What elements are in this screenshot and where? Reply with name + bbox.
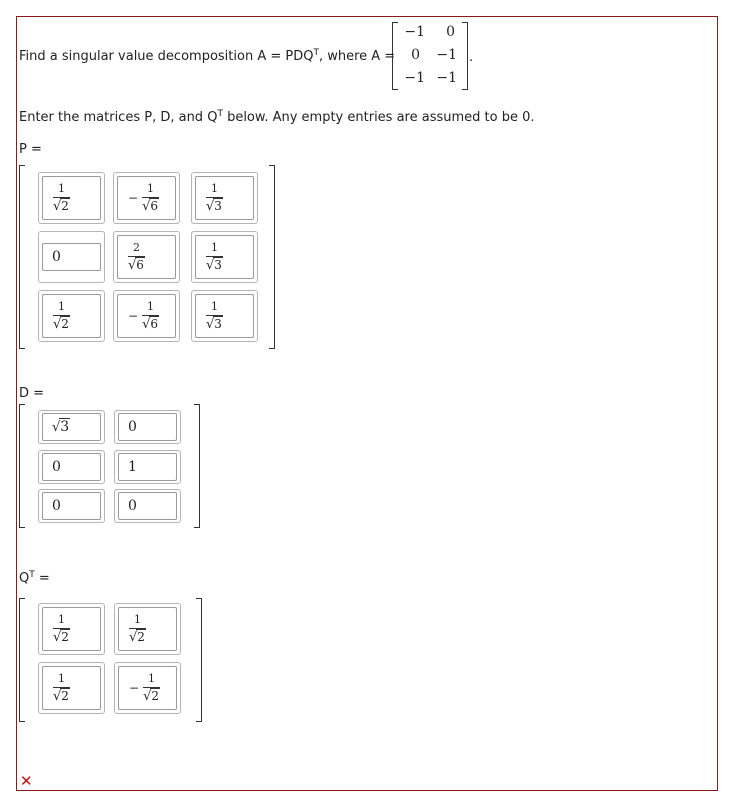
fraction-numerator: 1: [57, 300, 65, 313]
fraction: [142, 182, 159, 214]
A-cell: −1: [436, 70, 457, 86]
D-entry-input[interactable]: [38, 410, 105, 444]
label-Q-sup: T: [29, 570, 35, 580]
D-entry-field[interactable]: [42, 453, 101, 481]
fraction-numerator: 1: [148, 672, 156, 685]
sqrt-symbol: √: [128, 258, 137, 273]
fraction-denominator: [142, 317, 159, 332]
sqrt-symbol: √: [206, 199, 215, 214]
P-entry-input[interactable]: [113, 290, 180, 342]
fraction-denominator: [128, 258, 145, 273]
QT-entry-input[interactable]: [114, 662, 181, 714]
fraction-numerator: 1: [210, 182, 218, 195]
fraction-denominator: [53, 199, 70, 214]
fraction-denominator: [206, 199, 223, 214]
question-middle: , where A =: [318, 49, 396, 64]
fraction-numerator: 1: [57, 613, 65, 626]
fraction: [142, 300, 159, 332]
D-entry-field[interactable]: [118, 492, 177, 520]
fraction-numerator: 1: [147, 182, 155, 195]
incorrect-x-icon: ✕: [20, 772, 33, 790]
sqrt-value: [52, 419, 70, 435]
fraction-entry: [206, 300, 223, 332]
fraction: [206, 182, 223, 214]
fraction-entry: [206, 241, 223, 273]
label-Q: Q: [19, 571, 30, 586]
entry-value: 0: [128, 419, 137, 435]
D-entry-input[interactable]: [114, 489, 181, 523]
fraction: [129, 613, 146, 645]
sqrt-argument: 2: [61, 199, 69, 213]
matrix-P-right-bracket: [269, 165, 275, 349]
fraction-denominator: [142, 199, 159, 214]
fraction-entry: [129, 613, 146, 645]
sqrt-argument: 2: [61, 689, 69, 703]
fraction-denominator: [53, 689, 70, 704]
D-entry-input[interactable]: [114, 410, 181, 444]
P-entry-input[interactable]: [38, 290, 105, 342]
A-cell: 0: [411, 47, 420, 63]
sqrt-value: [206, 258, 223, 273]
sqrt-symbol: √: [53, 630, 62, 645]
sqrt-argument: 6: [150, 199, 158, 213]
label-Q-eq: =: [34, 571, 50, 586]
sqrt-value: [143, 689, 160, 704]
sqrt-argument: 3: [60, 419, 70, 435]
sqrt-symbol: √: [129, 630, 138, 645]
P-entry-input[interactable]: [113, 172, 180, 224]
sqrt-symbol: √: [53, 199, 62, 214]
fraction: [53, 300, 70, 332]
sqrt-symbol: √: [142, 199, 151, 214]
minus-sign: −: [128, 191, 139, 205]
P-entry-input[interactable]: [191, 231, 258, 283]
D-entry-field[interactable]: [42, 492, 101, 520]
sqrt-value: [142, 317, 159, 332]
P-entry-field[interactable]: [42, 294, 101, 338]
D-entry-input[interactable]: [38, 489, 105, 523]
P-entry-input[interactable]: [38, 172, 105, 224]
fraction: [143, 672, 160, 704]
D-entry-field[interactable]: [118, 413, 177, 441]
fraction-entry: [129, 672, 160, 704]
entry-value: 0: [52, 498, 61, 514]
matrix-D-left-bracket: [19, 404, 25, 528]
QT-entry-field[interactable]: [42, 666, 101, 710]
fraction: [53, 182, 70, 214]
P-entry-field[interactable]: [117, 235, 176, 279]
A-cell: −1: [404, 24, 425, 40]
question-prefix: Find a singular value decomposition A = PDQ: [19, 49, 314, 64]
matrix-QT-right-bracket: [196, 598, 202, 722]
fraction-denominator: [53, 630, 70, 645]
fraction: [53, 672, 70, 704]
instruction-part2: below. Any empty entries are assumed to be 0.: [222, 110, 535, 125]
sqrt-symbol: √: [53, 317, 62, 332]
P-entry-field[interactable]: [195, 176, 254, 220]
A-cell: −1: [436, 47, 457, 63]
matrix-D-right-bracket: [194, 404, 200, 528]
matrix-A-right-bracket: [462, 22, 468, 90]
question-text: [19, 49, 395, 65]
sqrt-argument: 2: [137, 630, 145, 644]
matrix-P-left-bracket: [19, 165, 25, 349]
sqrt-argument: 6: [136, 258, 144, 272]
entry-value: 0: [52, 249, 61, 265]
fraction-entry: [128, 241, 145, 273]
A-cell: −1: [404, 70, 425, 86]
fraction-denominator: [206, 258, 223, 273]
fraction-numerator: 1: [147, 300, 155, 313]
QT-entry-field[interactable]: [118, 607, 177, 651]
P-entry-field[interactable]: [195, 294, 254, 338]
D-entry-input[interactable]: [114, 450, 181, 484]
fraction: [206, 241, 223, 273]
fraction-denominator: [53, 317, 70, 332]
matrix-A: [392, 22, 468, 90]
fraction-denominator: [143, 689, 160, 704]
minus-sign: −: [128, 309, 139, 323]
sqrt-symbol: √: [142, 317, 151, 332]
fraction-numerator: 1: [133, 613, 141, 626]
QT-entry-field[interactable]: [42, 607, 101, 651]
sqrt-argument: 3: [214, 199, 222, 213]
P-entry-field[interactable]: [42, 243, 101, 271]
fraction-denominator: [206, 317, 223, 332]
sqrt-value: [142, 199, 159, 214]
D-entry-field[interactable]: [118, 453, 177, 481]
QT-entry-input[interactable]: [114, 603, 181, 655]
P-entry-input[interactable]: [113, 231, 180, 283]
sqrt-symbol: √: [206, 258, 215, 273]
minus-sign: −: [129, 681, 140, 695]
sqrt-argument: 6: [150, 317, 158, 331]
sqrt-value: [129, 630, 146, 645]
fraction: [128, 241, 145, 273]
sqrt-value: [53, 689, 70, 704]
entry-value: 0: [128, 498, 137, 514]
sqrt-argument: 2: [61, 317, 69, 331]
question-period: .: [469, 50, 474, 65]
QT-entry-input[interactable]: [38, 662, 105, 714]
matrix-QT-left-bracket: [19, 598, 25, 722]
fraction: [206, 300, 223, 332]
P-entry-field[interactable]: [42, 176, 101, 220]
fraction-numerator: 1: [57, 672, 65, 685]
entry-value: 0: [52, 459, 61, 475]
P-entry-field[interactable]: [195, 235, 254, 279]
sqrt-argument: 2: [151, 689, 159, 703]
sqrt-symbol: √: [53, 689, 62, 704]
label-D: D =: [19, 386, 45, 401]
fraction-numerator: 2: [132, 241, 140, 254]
sqrt-value: [206, 317, 223, 332]
D-entry-input[interactable]: [38, 450, 105, 484]
question-sup: T: [313, 48, 319, 58]
fraction-numerator: 1: [210, 241, 218, 254]
entry-value: 1: [128, 459, 137, 475]
P-entry-field[interactable]: [117, 294, 176, 338]
QT-entry-input[interactable]: [38, 603, 105, 655]
label-P: P =: [19, 142, 42, 157]
sqrt-argument: 3: [214, 317, 222, 331]
D-entry-field[interactable]: [42, 413, 101, 441]
fraction: [53, 613, 70, 645]
sqrt-symbol: √: [143, 689, 152, 704]
sqrt-value: [128, 258, 145, 273]
P-entry-input[interactable]: [191, 290, 258, 342]
sqrt-symbol: √: [52, 420, 61, 435]
sqrt-value: [206, 199, 223, 214]
fraction-entry: [128, 300, 159, 332]
fraction-entry: [53, 613, 70, 645]
sqrt-value: [53, 630, 70, 645]
fraction-denominator: [129, 630, 146, 645]
sqrt-argument: 2: [61, 630, 69, 644]
fraction-numerator: 1: [210, 300, 218, 313]
A-cell: 0: [446, 24, 455, 40]
sqrt-value: [53, 199, 70, 214]
sqrt-argument: 3: [214, 258, 222, 272]
QT-entry-field[interactable]: [118, 666, 177, 710]
fraction-numerator: 1: [57, 182, 65, 195]
P-entry-input[interactable]: [191, 172, 258, 224]
fraction-entry: [206, 182, 223, 214]
P-entry-input[interactable]: [38, 231, 105, 283]
label-QT: [19, 571, 50, 587]
fraction-entry: [53, 672, 70, 704]
sqrt-symbol: √: [206, 317, 215, 332]
fraction-entry: [53, 182, 70, 214]
sqrt-value: [53, 317, 70, 332]
instruction-text: [19, 110, 535, 126]
fraction-entry: [53, 300, 70, 332]
instruction-part1: Enter the matrices P, D, and Q: [19, 110, 218, 125]
instruction-sup: T: [217, 109, 223, 119]
fraction-entry: [128, 182, 159, 214]
P-entry-field[interactable]: [117, 176, 176, 220]
